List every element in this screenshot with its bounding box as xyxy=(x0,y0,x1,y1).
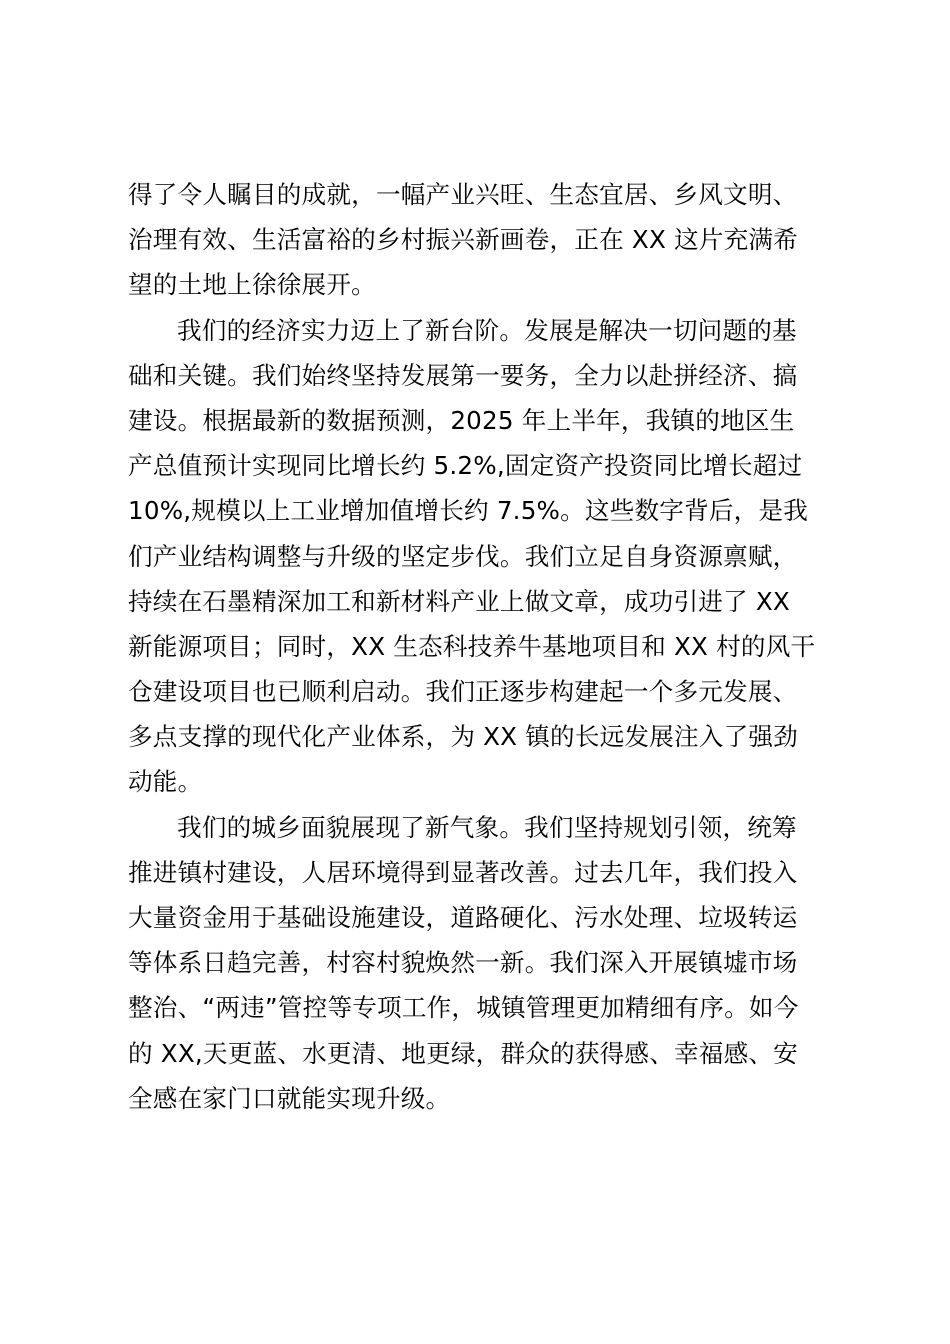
paragraph-2 xyxy=(128,308,826,805)
text-line: 我们的经济实力迈上了新台阶。发展是解决一切问题的基 xyxy=(177,315,797,345)
text-line: 础和关键。我们始终坚持发展第一要务，全力以赴拼经济、搞 xyxy=(128,360,798,390)
text-line: 得了令人瞩目的成就，一幅产业兴旺、生态宜居、乡风文明、 xyxy=(128,180,798,209)
text-line: 多点支撑的现代化产业体系，为 XX 镇的长远发展注入了强劲 xyxy=(128,722,798,752)
text-line: 整治、“两违”管控等专项工作，城镇管理更加精细有序。如今 xyxy=(128,993,799,1023)
paragraph-3 xyxy=(128,805,826,1121)
text-line: 建设。根据最新的数据预测，2025 年上半年，我镇的地区生 xyxy=(128,405,795,435)
text-line: 推进镇村建设，人居环境得到显著改善。过去几年，我们投入 xyxy=(128,857,798,887)
text-line: 治理有效、生活富裕的乡村振兴新画卷，正在 XX 这片充满希 xyxy=(128,225,798,255)
text-line: 持续在石墨精深加工和新材料产业上做文章，成功引进了 XX xyxy=(128,586,790,616)
text-line: 动能。 xyxy=(128,767,203,797)
document-body xyxy=(128,172,826,1121)
text-line: 的 XX,天更蓝、水更清、地更绿，群众的获得感、幸福感、安 xyxy=(128,1038,798,1068)
text-line: 10%,规模以上工业增加值增长约 7.5%。这些数字背后，是我 xyxy=(128,496,809,526)
text-line: 全感在家门口就能实现升级。 xyxy=(128,1083,451,1113)
text-line: 等体系日趋完善，村容村貌焕然一新。我们深入开展镇墟市场 xyxy=(128,948,798,978)
text-line: 我们的城乡面貌展现了新气象。我们坚持规划引领，统筹 xyxy=(177,812,797,842)
text-line: 大量资金用于基础设施建设，道路硬化、污水处理、垃圾转运 xyxy=(128,903,798,932)
text-line: 新能源项目；同时，XX 生态科技养牛基地项目和 XX 村的风干 xyxy=(128,631,816,661)
text-line: 们产业结构调整与升级的坚定步伐。我们立足自身资源禀赋， xyxy=(128,541,798,571)
text-line: 望的土地上徐徐展开。 xyxy=(128,270,376,300)
text-line: 仓建设项目也已顺利启动。我们正逐步构建起一个多元发展、 xyxy=(128,677,798,707)
text-line: 产总值预计实现同比增长约 5.2%,固定资产投资同比增长超过 xyxy=(128,451,803,481)
paragraph-1 xyxy=(128,172,826,308)
